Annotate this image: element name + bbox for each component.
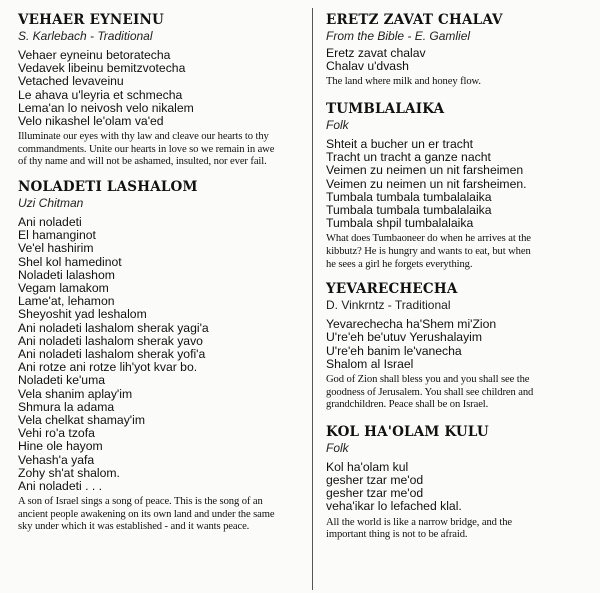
- lyric-line: Hine ole hayom: [18, 439, 103, 454]
- song-translation: [326, 76, 588, 89]
- translation-line: he sees a girl he forgets everything.: [326, 258, 473, 270]
- lyric-line: Eretz zavat chalav: [326, 46, 426, 60]
- song-translation: [326, 517, 588, 542]
- song-title: KOL HA'OLAM KULU: [326, 423, 489, 440]
- left-column: [18, 12, 298, 534]
- translation-line: goodness of Jerusalem. You shall see children and: [326, 386, 534, 398]
- song-author: Folk: [326, 440, 349, 455]
- song-vehaer-eyneinu: [18, 12, 298, 169]
- song-title: VEHAER EYNEINU: [18, 12, 164, 28]
- lyric-line: Vetached levaveinu: [18, 74, 124, 89]
- song-kol-haolam-kulu: [326, 424, 588, 542]
- translation-line: ancient people awakening on its own land and under the same: [18, 508, 275, 520]
- song-title: TUMBLALAIKA: [326, 101, 445, 117]
- lyric-line: Vegam lamakom: [18, 281, 109, 296]
- lyric-line: Vedavek libeinu bemitzvotecha: [18, 61, 186, 76]
- song-lyrics: [326, 461, 588, 514]
- lyric-line: Vehi ro'a tzofa: [18, 426, 95, 441]
- right-column: [326, 12, 588, 542]
- translation-line: sky under which it was established - and it wants peace.: [18, 521, 250, 533]
- lyric-line: Tracht un tracht a ganze nacht: [326, 150, 491, 165]
- column-divider: [312, 8, 313, 590]
- translation-line: What does Tumbaoneer do when he arrives at the: [326, 233, 531, 245]
- lyric-line: Shalom al Israel: [326, 356, 414, 371]
- lyric-line: Velo nikashel le'olam va'ed: [18, 114, 164, 129]
- lyric-line: Shteit a bucher un er tracht: [326, 137, 474, 151]
- lyric-line: Kol ha'olam kul: [326, 459, 409, 474]
- lyric-line: Ani noladeti lashalom sherak yavo: [18, 333, 203, 348]
- song-lyrics: [326, 318, 588, 371]
- lyric-line: Ani noladeti lashalom sherak yagi'a: [18, 320, 209, 335]
- song-yevarechecha: [326, 281, 588, 412]
- translation-line: kibbutz? He is hungry and wants to eat, but when: [326, 246, 531, 258]
- song-tumblalaika: [326, 101, 588, 271]
- song-lyrics: [326, 138, 588, 230]
- song-translation: [326, 374, 588, 412]
- song-title: YEVARECHECHA: [326, 281, 458, 298]
- lyric-line: Shel kol hamedinot: [18, 254, 122, 269]
- translation-line: important thing is not to be afraid.: [326, 529, 468, 541]
- lyric-line: Tumbala tumbala tumbalalaika: [326, 203, 492, 218]
- lyric-line: Lema'an lo neivosh velo nikalem: [18, 100, 194, 115]
- lyric-line: Tumbala shpil tumbalalaika: [326, 216, 474, 231]
- lyric-line: Vehaer eyneinu betoratecha: [18, 48, 171, 62]
- translation-line: God of Zion shall bless you and you shall see the: [326, 374, 530, 386]
- song-author: D. Vinkrntz - Traditional: [326, 298, 451, 313]
- lyric-line: El hamanginot: [18, 228, 96, 243]
- lyric-line: Noladeti ke'uma: [18, 373, 106, 388]
- song-translation: [326, 233, 588, 271]
- song-translation: [18, 496, 298, 534]
- lyric-line: U're'eh banim le'vanecha: [326, 343, 462, 358]
- song-title: NOLADETI LASHALOM: [18, 179, 198, 195]
- lyric-line: Le ahava u'leyria et schmecha: [18, 87, 183, 102]
- song-author: S. Karlebach - Traditional: [18, 29, 153, 43]
- song-lyrics: [18, 216, 298, 493]
- translation-line: A son of Israel sings a song of peace. This is the song of an: [18, 496, 263, 508]
- song-author: From the Bible - E. Gamliel: [326, 29, 471, 43]
- translation-line: commandments. Unite our hearts in love so we remain in awe: [18, 143, 275, 155]
- lyric-line: Tumbala tumbala tumbalalaika: [326, 189, 492, 204]
- lyric-line: Shmura la adama: [18, 399, 115, 414]
- song-author: Folk: [326, 118, 349, 132]
- lyric-line: Lame'at, lehamon: [18, 294, 115, 309]
- translation-line: The land where milk and honey flow.: [326, 76, 481, 88]
- lyric-line: Vela shanim aplay'im: [18, 386, 133, 401]
- lyric-line: gesher tzar me'od: [326, 486, 424, 501]
- lyric-line: gesher tzar me'od: [326, 473, 424, 487]
- lyric-line: Ani noladeti: [18, 215, 82, 229]
- song-noladeti-lashalom: [18, 179, 298, 534]
- lyric-line: Noladeti lalashom: [18, 267, 115, 282]
- song-translation: [18, 131, 298, 169]
- song-eretz-zavat-chalav: [326, 12, 588, 89]
- lyric-line: Vehash'a yafa: [18, 452, 95, 467]
- translation-line: Illuminate our eyes with thy law and cleave our hearts to thy: [18, 131, 269, 143]
- lyric-line: Yevarechecha ha'Shem mi'Zion: [326, 317, 497, 332]
- lyric-line: Veimen zu neimen un nit farsheimen: [326, 163, 524, 178]
- translation-line: grandchildren. Peace shall be on Israel.: [326, 399, 489, 411]
- lyric-line: Zohy sh'at shalom.: [18, 465, 120, 480]
- lyric-line: Ani noladeti lashalom sherak yofi'a: [18, 347, 206, 362]
- translation-line: of thy name and will not be ashamed, insulted, nor ever fail.: [18, 156, 267, 168]
- translation-line: All the world is like a narrow bridge, and the: [326, 516, 513, 528]
- lyric-line: Ve'el hashirim: [18, 241, 94, 256]
- lyric-line: U're'eh be'utuv Yerushalayim: [326, 330, 483, 345]
- song-lyrics: [18, 49, 298, 128]
- lyric-line: Sheyoshit yad leshalom: [18, 307, 147, 322]
- lyric-line: Chalav u'dvash: [326, 59, 409, 74]
- song-title: ERETZ ZAVAT CHALAV: [326, 12, 503, 28]
- song-author: Uzi Chitman: [18, 196, 84, 210]
- lyric-line: Ani noladeti . . .: [18, 479, 103, 494]
- song-lyrics: [326, 47, 588, 73]
- lyric-line: veha'ikar lo lefached klal.: [326, 499, 462, 514]
- lyric-line: Vela chelkat shamay'im: [18, 413, 145, 428]
- lyric-line: Ani rotze ani rotze lih'yot kvar bo.: [18, 360, 198, 375]
- lyric-line: Veimen zu neimen un nit farsheimen.: [326, 176, 527, 191]
